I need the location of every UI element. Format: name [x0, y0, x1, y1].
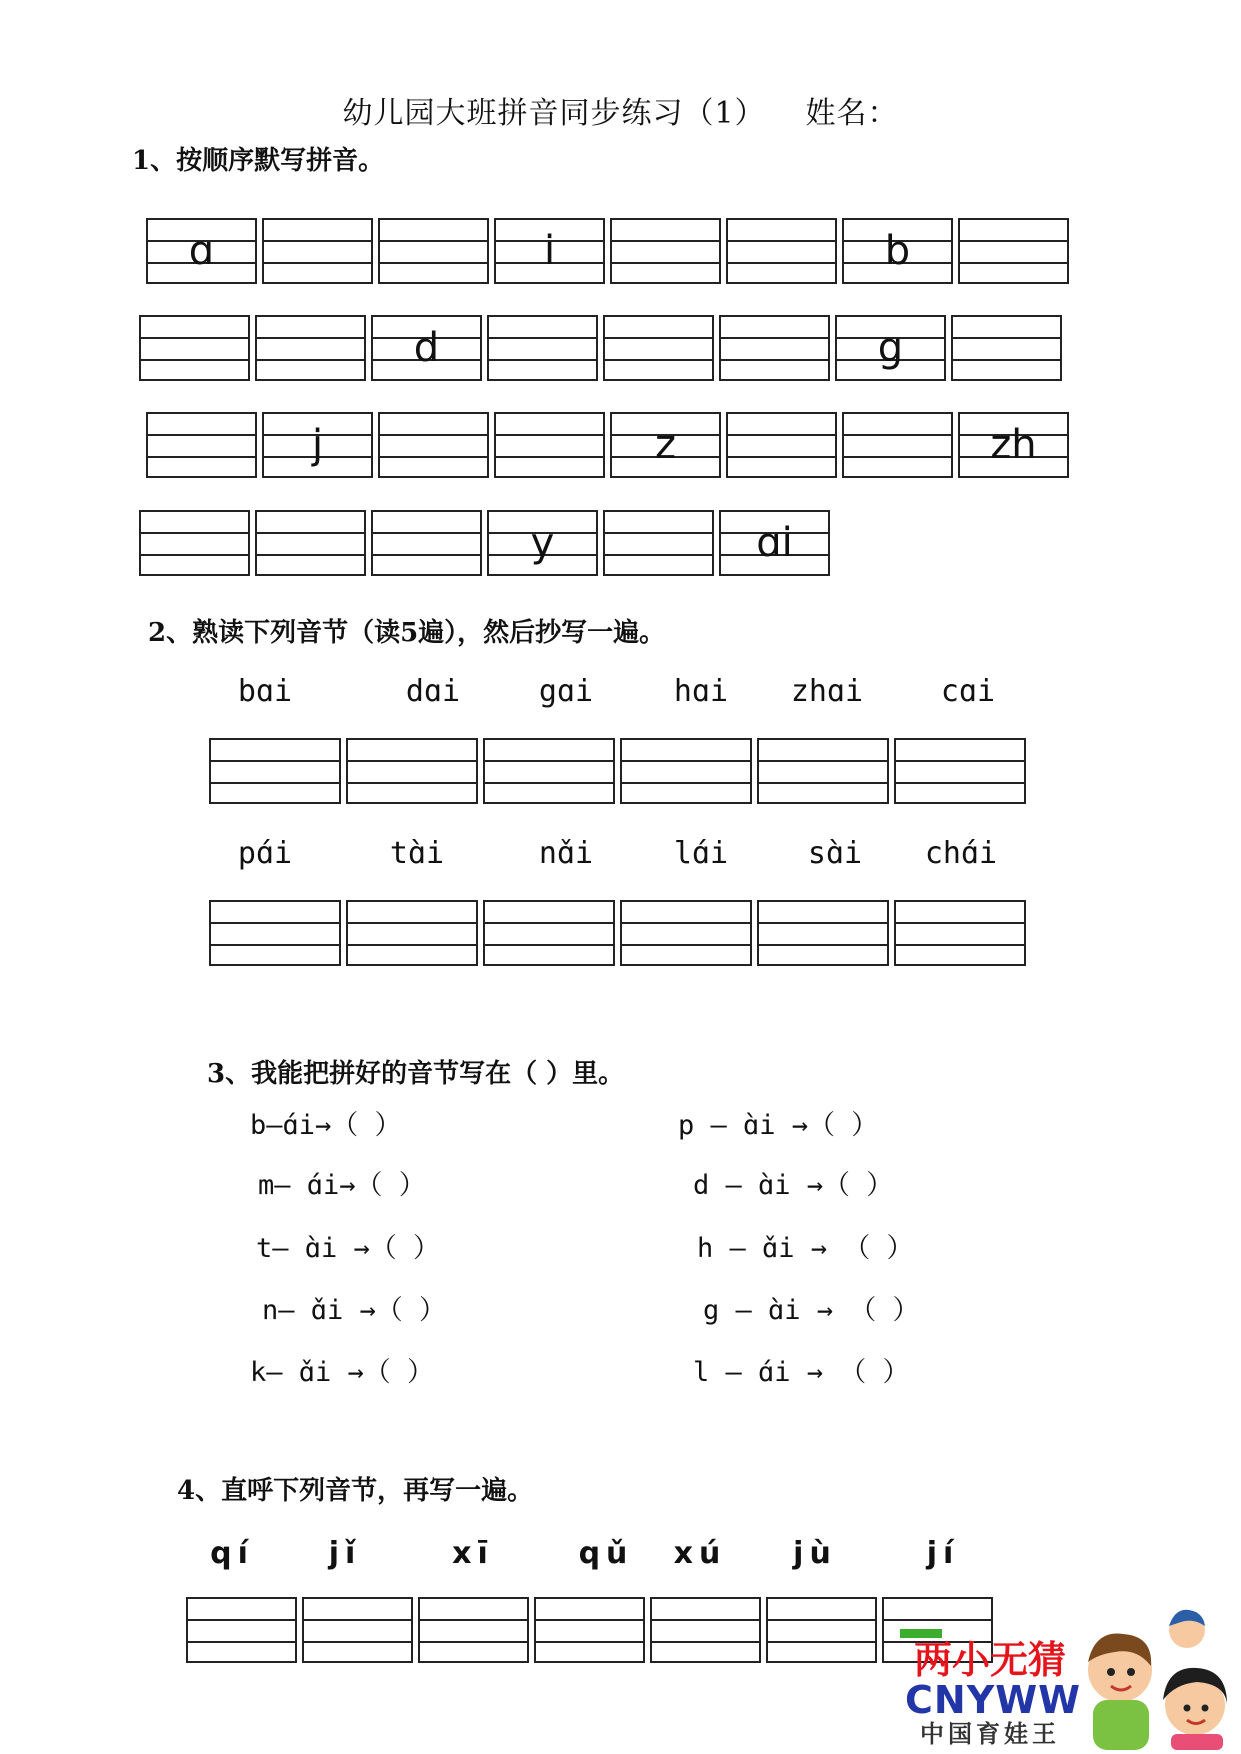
writing-cell[interactable] [255, 315, 366, 381]
spelling-item: k— ɑ̌i →（ ） [250, 1357, 435, 1388]
writing-cell[interactable]: z [610, 412, 721, 478]
syllable: hɑi [673, 674, 729, 709]
writing-cell[interactable]: i [494, 218, 605, 284]
syllable: nɑ̌i [538, 836, 594, 871]
q4-heading: 4、直呼下列音节，再写一遍。 [177, 1476, 534, 1506]
spelling-item: g — ɑ̀i → （ ） [703, 1295, 920, 1326]
writing-cell[interactable] [139, 510, 250, 576]
writing-cell[interactable]: g [835, 315, 946, 381]
writing-cell[interactable]: b [842, 218, 953, 284]
writing-cell[interactable] [894, 900, 1026, 966]
syllable: cɑi [940, 674, 996, 709]
writing-cell[interactable] [146, 412, 257, 478]
q4-row [186, 1597, 993, 1663]
writing-cell[interactable] [958, 218, 1069, 284]
writing-cell[interactable] [534, 1597, 645, 1663]
spelling-item: d — ɑ̀i →（ ） [693, 1170, 894, 1201]
syllable: jí [926, 1536, 960, 1571]
syllable: zhɑi [790, 674, 864, 709]
spelling-item: t— ɑ̀i →（ ） [256, 1233, 441, 1264]
writing-cell[interactable] [951, 315, 1062, 381]
logo-bar [900, 1629, 942, 1638]
writing-cell[interactable] [255, 510, 366, 576]
syllable: jǐ [328, 1536, 362, 1571]
syllable: qǔ [578, 1536, 634, 1571]
spelling-item: b—ɑ́i→（ ） [250, 1110, 402, 1141]
page-title [0, 88, 1241, 132]
q1-row-4 [139, 510, 830, 576]
syllable: sɑ̀i [807, 836, 863, 871]
writing-cell[interactable] [603, 510, 714, 576]
syllable: xú [673, 1536, 727, 1571]
syllable: tɑ̀i [389, 836, 445, 871]
q1-row-1 [146, 218, 1069, 284]
writing-cell[interactable] [371, 510, 482, 576]
writing-cell[interactable] [766, 1597, 877, 1663]
writing-cell[interactable]: ɑ [146, 218, 257, 284]
syllable: chɑ́i [924, 836, 998, 871]
writing-cell[interactable] [726, 218, 837, 284]
spelling-item: l — ɑ́i → （ ） [693, 1357, 910, 1388]
cartoon-kids-illustration [1075, 1600, 1235, 1750]
q3-heading: 3、我能把拼好的音节写在（ ）里。 [207, 1059, 625, 1089]
writing-cell[interactable] [842, 412, 953, 478]
writing-cell[interactable] [719, 315, 830, 381]
writing-cell[interactable] [302, 1597, 413, 1663]
q1-row-2 [139, 315, 1062, 381]
writing-cell[interactable]: ɑi [719, 510, 830, 576]
writing-cell[interactable] [418, 1597, 529, 1663]
q2-row-2 [209, 900, 1026, 966]
writing-cell[interactable] [757, 738, 889, 804]
writing-cell[interactable] [262, 218, 373, 284]
spelling-item: m— ɑ́i→（ ） [258, 1170, 426, 1201]
writing-cell[interactable]: j [262, 412, 373, 478]
syllable: pɑ́i [237, 836, 293, 871]
writing-cell[interactable] [603, 315, 714, 381]
q1-heading: 1、按顺序默写拼音。 [132, 146, 385, 176]
syllable: qí [210, 1536, 254, 1571]
q2-row-1 [209, 738, 1026, 804]
writing-cell[interactable]: y [487, 510, 598, 576]
writing-cell[interactable] [620, 900, 752, 966]
syllable: lɑ́i [673, 836, 729, 871]
writing-cell[interactable] [726, 412, 837, 478]
writing-cell[interactable] [186, 1597, 297, 1663]
writing-cell[interactable] [346, 738, 478, 804]
logo-line-3: 中国育娃王 [920, 1720, 1060, 1748]
writing-cell[interactable] [139, 315, 250, 381]
logo-line-2: CNYWW [905, 1678, 1082, 1722]
syllable: jù [793, 1536, 837, 1571]
syllable: dɑi [405, 674, 461, 709]
writing-cell[interactable] [346, 900, 478, 966]
writing-cell[interactable] [378, 218, 489, 284]
writing-cell[interactable] [757, 900, 889, 966]
syllable: xī [452, 1536, 494, 1571]
writing-cell[interactable] [483, 900, 615, 966]
syllable: gɑi [538, 674, 594, 709]
title-text: 幼儿园大班拼音同步练习（1） [342, 96, 766, 131]
syllable: bɑi [237, 674, 293, 709]
writing-cell[interactable] [620, 738, 752, 804]
writing-cell[interactable] [894, 738, 1026, 804]
writing-cell[interactable] [494, 412, 605, 478]
writing-cell[interactable] [378, 412, 489, 478]
q2-heading: 2、熟读下列音节（读5遍），然后抄写一遍。 [148, 618, 666, 648]
q1-row-3 [146, 412, 1069, 478]
logo [905, 1638, 1082, 1748]
writing-cell[interactable]: d [371, 315, 482, 381]
writing-cell[interactable] [483, 738, 615, 804]
writing-cell[interactable] [487, 315, 598, 381]
spelling-item: h — ɑ̌i → （ ） [697, 1233, 914, 1264]
spelling-item: p — ɑ̀i →（ ） [678, 1110, 879, 1141]
spelling-item: n— ɑ̌i →（ ） [262, 1295, 447, 1326]
writing-cell[interactable] [209, 900, 341, 966]
writing-cell[interactable] [610, 218, 721, 284]
name-label: 姓名： [805, 96, 899, 131]
writing-cell[interactable] [650, 1597, 761, 1663]
writing-cell[interactable] [209, 738, 341, 804]
logo-line-1: 两小无猜 [913, 1638, 1066, 1682]
writing-cell[interactable]: zh [958, 412, 1069, 478]
